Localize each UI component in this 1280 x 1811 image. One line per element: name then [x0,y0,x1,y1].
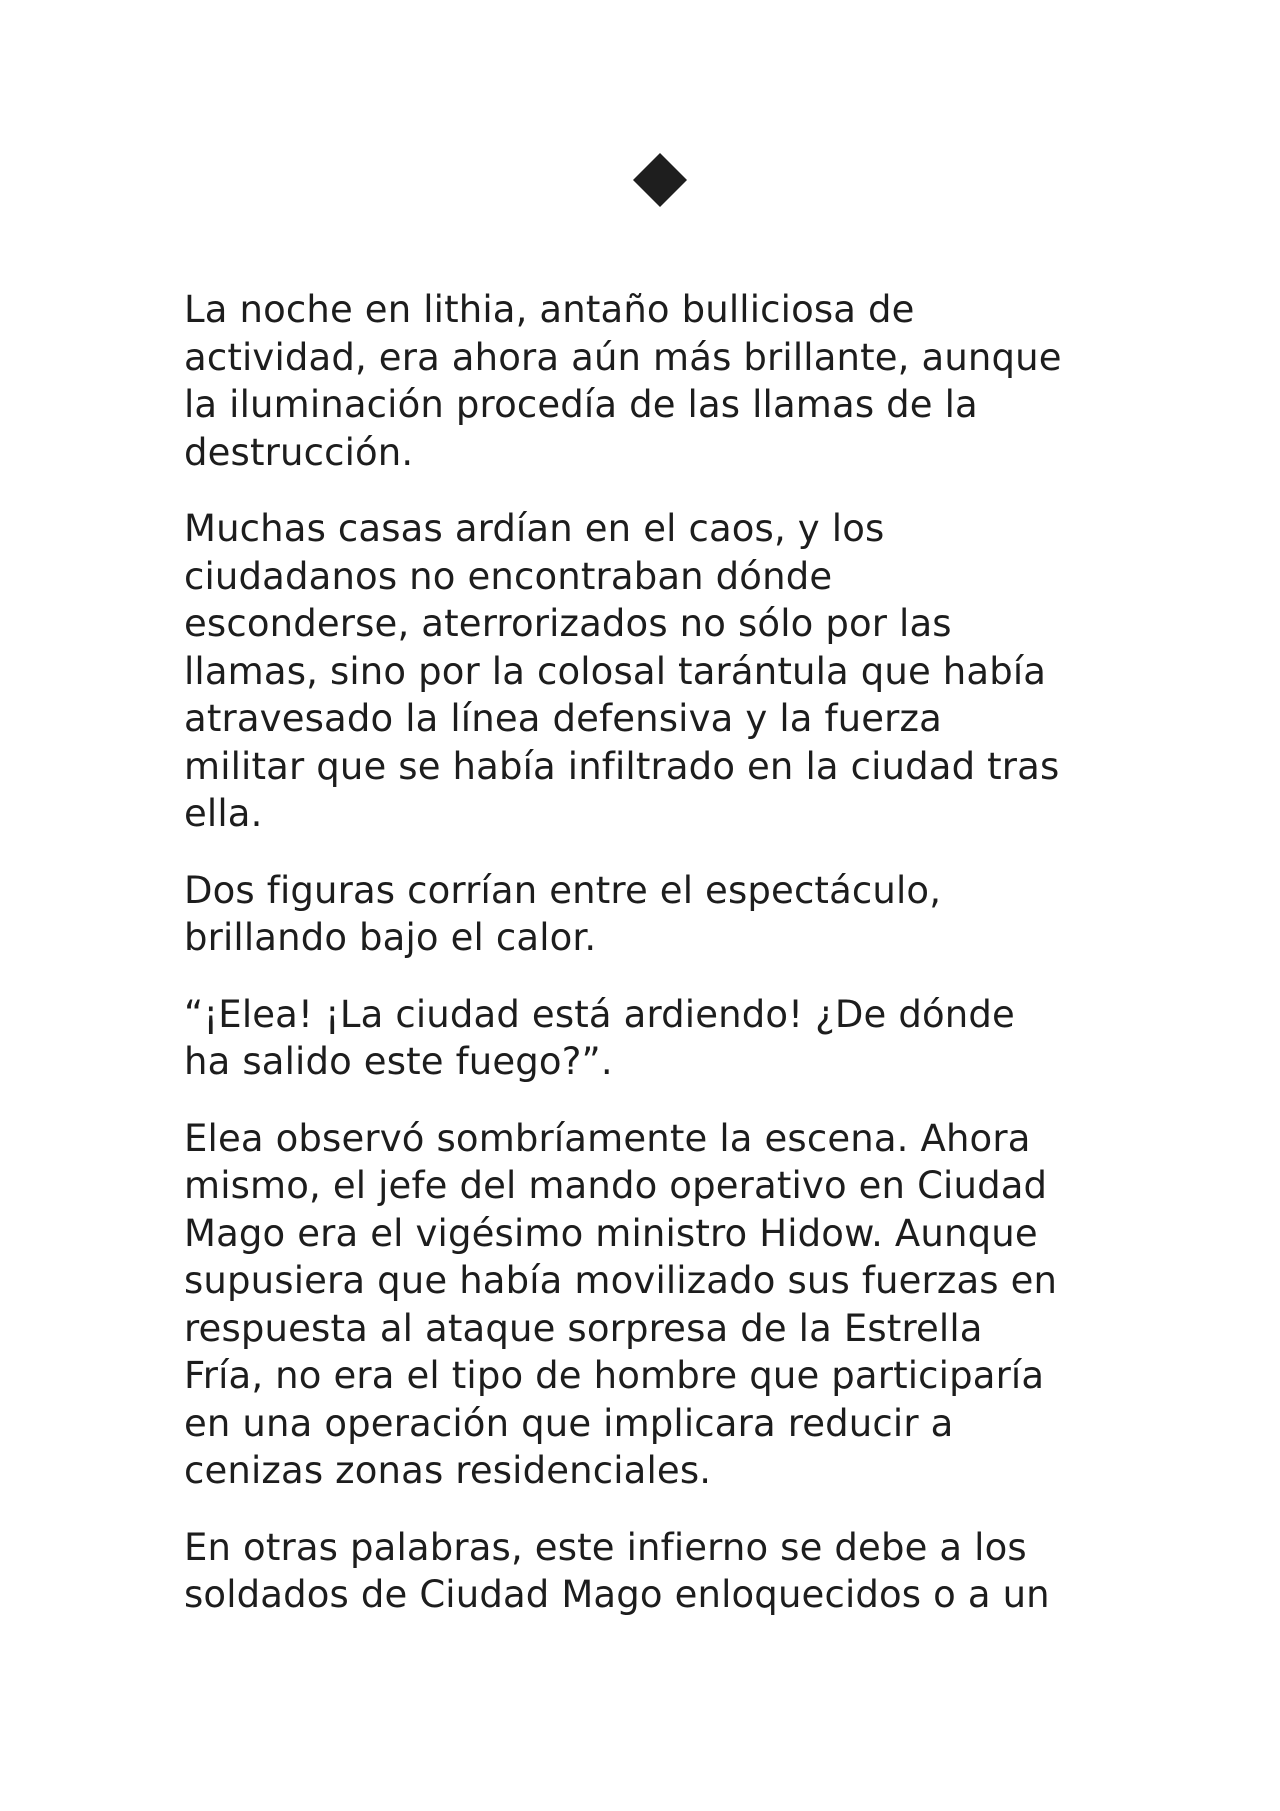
paragraph: Dos figuras corrían entre el espectáculo, brillando bajo el calor. [184,868,942,959]
page-text [184,286,1124,1648]
paragraph: La noche en lithia, antaño bulliciosa de actividad, era ahora aún más brillante, aunque la iluminación procedía de las llamas de la destrucción. [184,288,1062,474]
paragraph: Muchas casas ardían en el caos, y los ciudadanos no encontraban dónde esconderse, aterrorizados no sólo por las llamas, sino por la colosal tarántula que había atravesado la línea defensiva y la fuerza militar que se había infiltrado en la ciudad tras ella. [184,507,1060,835]
paragraph: Elea observó sombríamente la escena. Ahora mismo, el jefe del mando operativo en Ciudad Mago era el vigésimo ministro Hidow. Aunque supusiera que había movilizado sus fuerzas en respuesta al ataque sorpresa de la Estrella Fría, no era el tipo de hombre que participaría en una operación que implicara reducir a cenizas zonas residenciales. [184,1116,1058,1492]
diamond-ornament-icon [633,153,687,207]
paragraph: En otras palabras, este infierno se debe a los soldados de Ciudad Mago enloquecidos o a un [184,1525,1050,1616]
paragraph: “¡Elea! ¡La ciudad está ardiendo! ¿De dónde ha salido este fuego?”. [184,992,1015,1083]
